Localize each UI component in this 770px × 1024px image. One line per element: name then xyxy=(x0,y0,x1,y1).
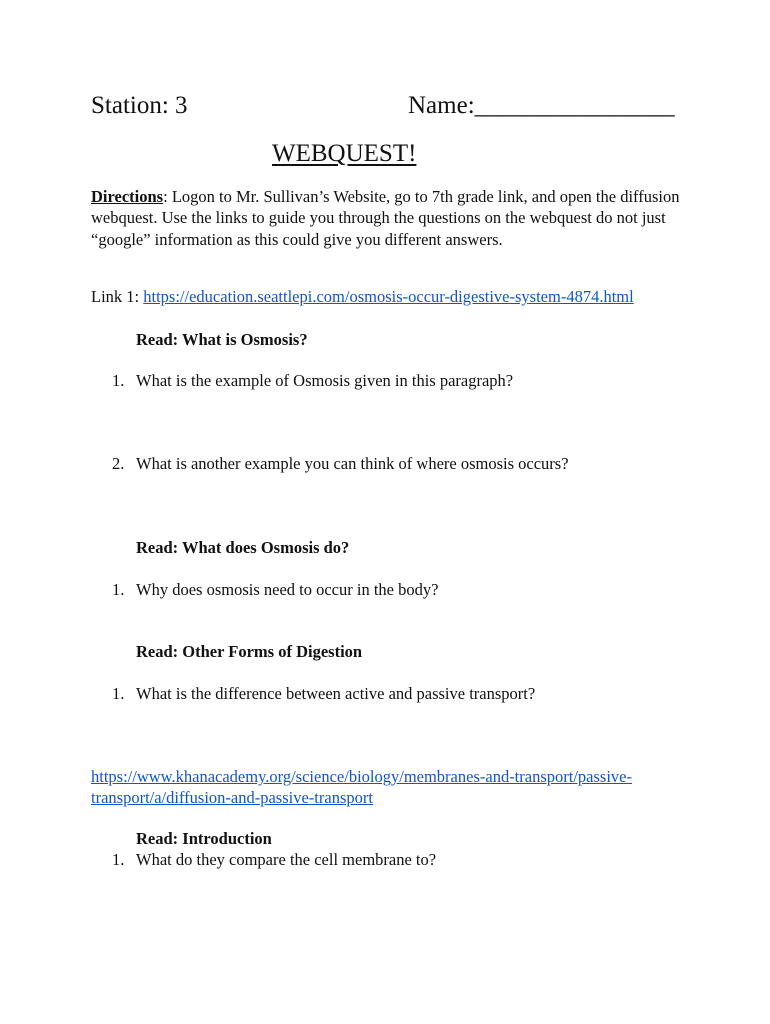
link-2-block xyxy=(91,766,691,809)
link-1-label: Link 1: xyxy=(91,287,144,306)
question-text: What is the difference between active and passive transport? xyxy=(136,684,536,703)
link-1-line xyxy=(91,287,634,307)
question-number: 1. xyxy=(112,850,125,869)
link-1-url[interactable]: https://education.seattlepi.com/osmosis-occur-digestive-system-4874.html xyxy=(143,287,634,306)
link-2-url-line-1: https://www.khanacademy.org/science/biology/membranes-and-transport/passive- xyxy=(91,767,632,786)
question-number: 1. xyxy=(112,371,125,390)
directions-text: : Logon to Mr. Sullivan’s Website, go to 7th grade link, and open the diffusion webquest. Use the links to guide you through the questions on the webquest do not just “google” information as this could give you different answers. xyxy=(91,187,680,249)
question-text: What is another example you can think of where osmosis occurs? xyxy=(136,454,569,473)
section-heading-what-is-osmosis: Read: What is Osmosis? xyxy=(136,330,308,349)
section-heading-other-forms-of-digestion: Read: Other Forms of Digestion xyxy=(136,642,363,661)
directions-label: Directions xyxy=(91,187,164,206)
question-text: What is the example of Osmosis given in this paragraph? xyxy=(136,371,514,390)
question-number: 1. xyxy=(112,580,125,599)
question-text: What do they compare the cell membrane to? xyxy=(136,850,437,869)
question-text: Why does osmosis need to occur in the body? xyxy=(136,580,439,599)
link-2-url[interactable] xyxy=(91,767,632,807)
question-number: 2. xyxy=(112,454,125,473)
question-number: 1. xyxy=(112,684,125,703)
section-heading-introduction: Read: Introduction xyxy=(136,829,272,848)
page-title: WEBQUEST! xyxy=(272,140,417,167)
section-heading-what-does-osmosis-do: Read: What does Osmosis do? xyxy=(136,538,350,557)
station-label: Station: 3 xyxy=(91,92,188,119)
name-field: Name:________________ xyxy=(408,92,675,119)
directions-paragraph xyxy=(91,186,681,250)
link-2-url-line-2: transport/a/diffusion-and-passive-transport xyxy=(91,788,373,808)
